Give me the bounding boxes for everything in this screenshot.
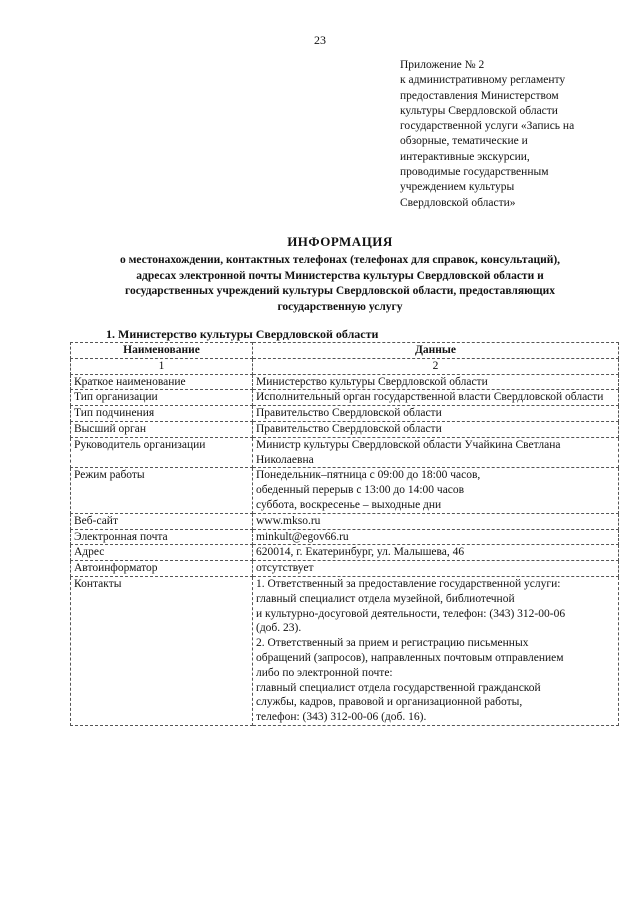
appendix-line: государственной услуги «Запись на [400,120,575,133]
row-value: Понедельник–пятница с 09:00 до 18:00 часов, обеденный перерыв с 13:00 до 14:00 часов суббота, воскресенье – выходные дни [253,468,619,513]
appendix-note [400,58,625,211]
appendix-line: обзорные, тематические и [400,135,528,148]
table-row [71,468,619,513]
document-subtitle [60,253,620,315]
appendix-line: культуры Свердловской области [400,104,558,117]
table-row [71,529,619,545]
row-value: Правительство Свердловской области [253,421,619,437]
row-label: Тип подчинения [71,406,253,422]
table-row [71,437,619,468]
column-number: 1 [71,358,253,374]
table-row [71,374,619,390]
appendix-line: интерактивные экскурсии, [400,150,530,163]
subtitle-line: о местонахождении, контактных телефонах (телефонах для справок, консультаций), [119,254,561,266]
table-row [71,545,619,561]
row-label: Тип организации [71,390,253,406]
row-label: Электронная почта [71,529,253,545]
row-value: отсутствует [253,561,619,577]
row-value: Правительство Свердловской области [253,406,619,422]
row-label: Адрес [71,545,253,561]
appendix-line: Приложение № 2 [400,59,485,71]
appendix-line: Свердловской области» [400,196,516,209]
email-link[interactable]: minkult@egov66.ru [253,529,619,545]
table-header-row [71,343,619,359]
subtitle-line: государственных учреждений культуры Свердловской области, предоставляющих [125,285,555,297]
table-row [71,561,619,577]
page-number: 23 [314,33,326,47]
document-title: ИНФОРМАЦИЯ [287,234,393,249]
row-label: Веб-сайт [71,513,253,529]
appendix-line: к административному регламенту [400,74,566,87]
website-link[interactable]: www.mkso.ru [253,513,619,529]
row-value: 1. Ответственный за предоставление государственной услуги: главный специалист отдела музейной, библиотечной и культурно-досуговой деятельности, телефон: (343) 312-00-06 (доб. 23). 2. Ответственный за прием и регистрацию письменных обращений (запросов), направленных почтовым отправлением либо по электронной почте: главный специалист отдела государственной гражданской службы, кадров, правовой и организационной работы, телефон: (343) 312-00-06 (доб. 16). [253,576,619,725]
row-label: Автоинформатор [71,561,253,577]
subtitle-line: адресах электронной почты Министерства культуры Свердловской области и [136,269,544,282]
info-table [70,342,619,726]
appendix-line: предоставления Министерством [400,89,559,102]
column-header-name: Наименование [71,343,253,359]
row-value: Исполнительный орган государственной власти Свердловской области [253,390,619,406]
appendix-line: проводимые государственным [400,166,549,179]
column-number: 2 [253,358,619,374]
table-row [71,390,619,406]
table-row [71,406,619,422]
row-label: Высший орган [71,421,253,437]
row-label: Краткое наименование [71,374,253,390]
column-number-row [71,358,619,374]
row-value: Министр культуры Свердловской области Учайкина Светлана Николаевна [253,437,619,468]
row-value: Министерство культуры Свердловской области [253,374,619,390]
section-heading: 1. Министерство культуры Свердловской области [106,327,379,341]
row-value: 620014, г. Екатеринбург, ул. Малышева, 46 [253,545,619,561]
subtitle-line: государственную услугу [277,300,403,313]
table-row [71,513,619,529]
column-header-data: Данные [253,343,619,359]
row-label: Руководитель организации [71,437,253,468]
row-label: Режим работы [71,468,253,513]
table-row [71,421,619,437]
table-row [71,576,619,725]
appendix-line: учреждением культуры [400,181,515,194]
document-title-block [60,234,620,315]
row-label: Контакты [71,576,253,725]
